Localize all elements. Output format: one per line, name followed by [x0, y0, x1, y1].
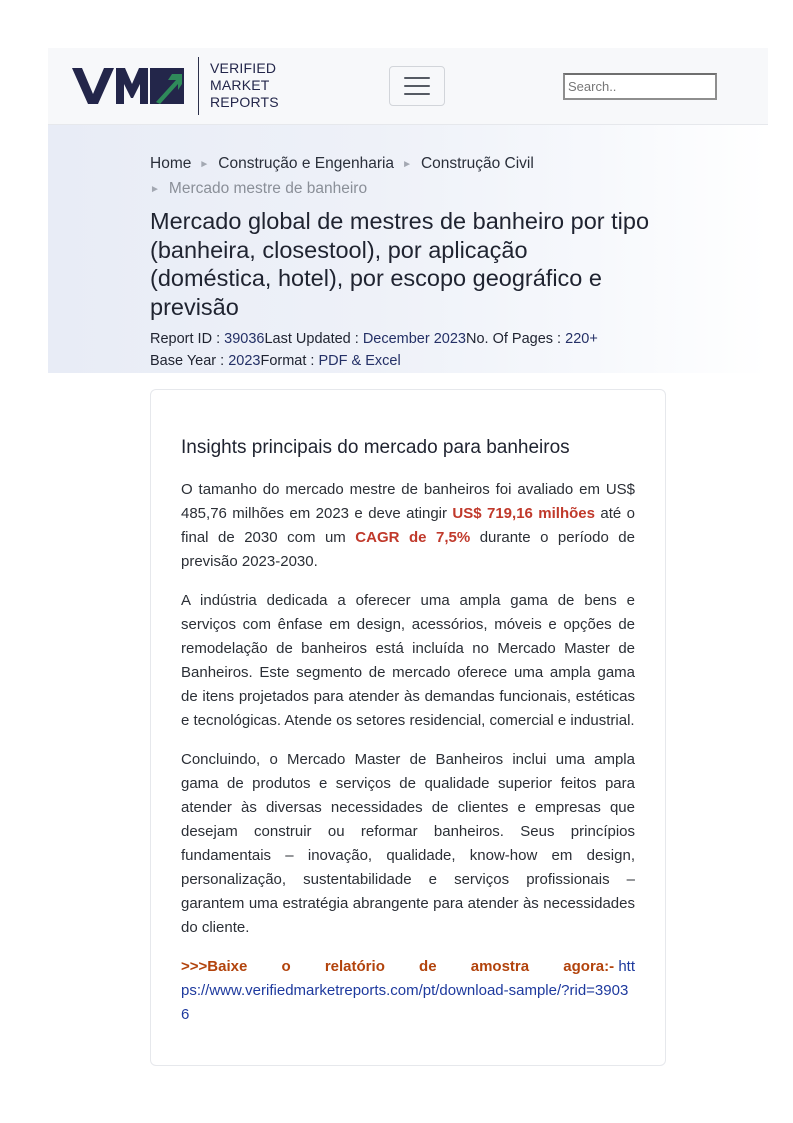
search-input[interactable] — [563, 73, 717, 100]
hamburger-line — [404, 85, 430, 87]
breadcrumb-construction-engineering[interactable]: Construção e Engenharia — [218, 155, 395, 172]
hamburger-icon[interactable] — [389, 66, 445, 106]
chevron-right-icon: ► — [199, 159, 210, 170]
cta-text: >>>Baixe o relatório de amostra agora:- — [181, 958, 615, 975]
paragraph-market-size — [181, 478, 635, 574]
last-updated-value: December 2023 — [362, 331, 466, 347]
report-meta — [150, 328, 670, 372]
sample-download-cta — [181, 955, 635, 1027]
logo-text — [210, 60, 279, 111]
chevron-right-icon: ► — [150, 184, 160, 195]
breadcrumb-civil-construction[interactable]: Construção Civil — [420, 155, 534, 172]
pages-label: No. Of Pages : — [465, 331, 566, 347]
base-year-value: 2023 — [228, 353, 261, 369]
paragraph-text: O tamanho do mercado mestre de banheiros foi avaliado em US$ 485,76 milhões em 2023 e deve atingir — [181, 481, 635, 522]
cagr-highlight: CAGR de 7,5% — [355, 529, 471, 546]
logo-text-line: MARKET — [210, 77, 270, 93]
paragraph-industry: A indústria dedicada a oferecer uma ampla gama de bens e serviços com ênfase em design, acessórios, móveis e opções de remodelação de banheiros está incluída no Mercado Master de Banheiros. Este segmento de mercado oferece uma ampla gama de itens projetados para atender às demandas funcionais, estéticas e tecnológicas. Atende os setores residencial, comercial e industrial. — [181, 592, 635, 729]
breadcrumb-home[interactable]: Home — [150, 155, 192, 172]
logo-text-line: VERIFIED — [210, 60, 277, 76]
logo-text-line: REPORTS — [210, 94, 279, 110]
pages-value: 220+ — [565, 331, 598, 347]
paragraph-text: até o final de 2030 com um — [181, 505, 636, 546]
hamburger-line — [404, 77, 430, 79]
sample-download-link[interactable]: https://www.verifiedmarketreports.com/pt/download-sample/?rid=39036 — [181, 958, 635, 1023]
report-id-label: Report ID : — [150, 331, 225, 347]
hamburger-line — [404, 93, 430, 95]
top-navbar — [48, 48, 768, 125]
report-id-value: 39036 — [224, 331, 265, 347]
report-hero — [48, 125, 768, 373]
breadcrumb — [150, 152, 670, 202]
insights-body — [181, 478, 635, 1042]
format-label: Format : — [260, 353, 319, 369]
page-title: Mercado global de mestres de banheiro por tipo (banheira, closestool), por aplicação (doméstica, hotel), por escopo geográfico e previsão — [150, 208, 650, 320]
market-value-highlight: US$ 719,16 milhões — [452, 505, 595, 522]
paragraph-conclusion: Concluindo, o Mercado Master de Banheiros inclui uma ampla gama de produtos e serviços de qualidade superior feitos para atender às diversas necessidades de clientes e empresas que desejam construir ou reformar banheiros. Seus princípios fundamentais – inovação, qualidade, know-how em design, personalização, sustentabilidade e serviços profissionais – garantem uma estratégia abrangente para atender às necessidades do cliente. — [181, 751, 635, 936]
format-value: PDF & Excel — [318, 353, 401, 369]
last-updated-label: Last Updated : — [264, 331, 363, 347]
vmr-logo[interactable] — [72, 66, 187, 106]
logo-divider — [198, 57, 199, 115]
base-year-label: Base Year : — [150, 353, 229, 369]
breadcrumb-current: Mercado mestre de banheiro — [168, 180, 368, 197]
insights-card — [150, 389, 666, 1066]
paragraph-text: durante o período de previsão 2023-2030. — [181, 529, 635, 570]
insights-heading: Insights principais do mercado para banheiros — [181, 437, 570, 458]
chevron-right-icon: ► — [402, 159, 412, 170]
